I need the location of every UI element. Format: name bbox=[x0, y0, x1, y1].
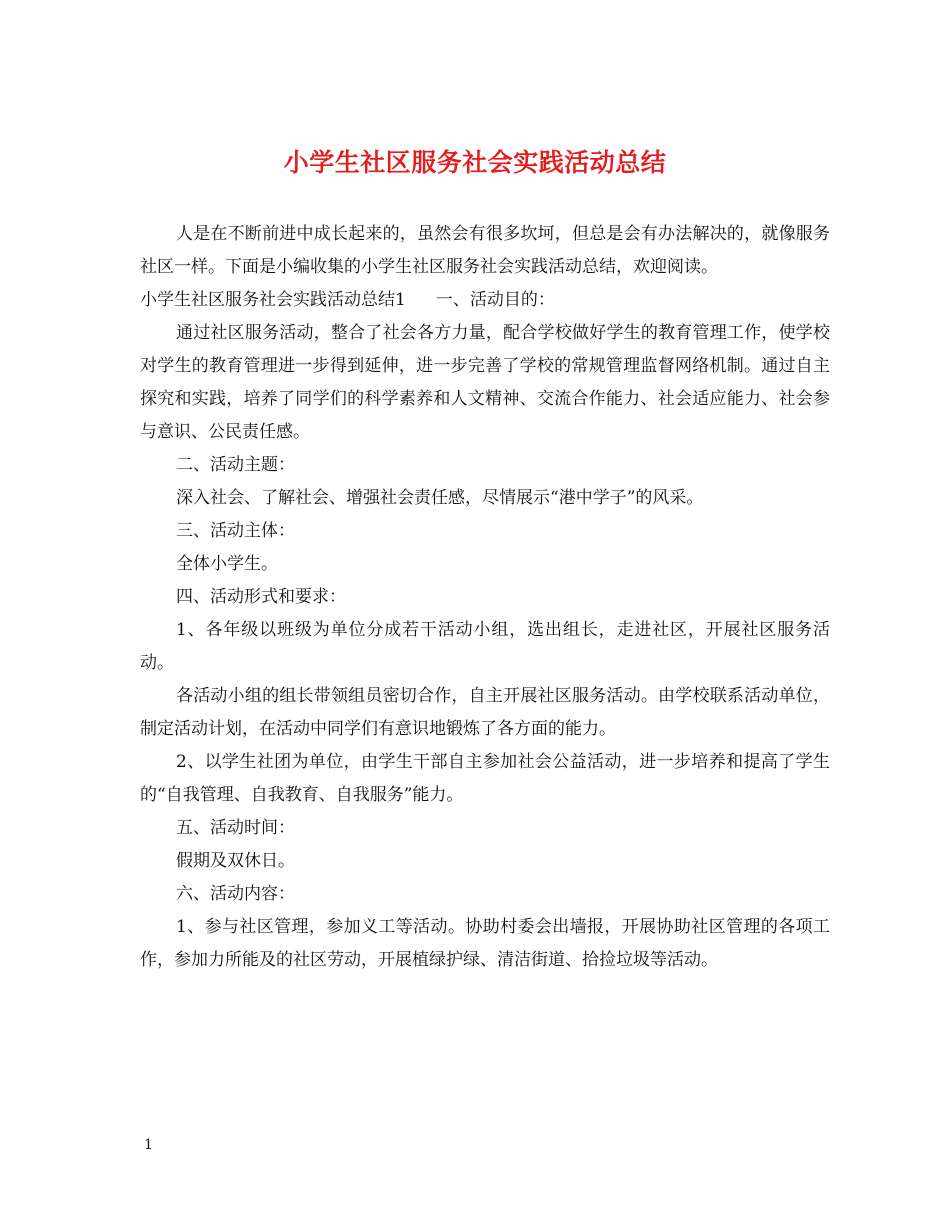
heading-objectives: 一、活动目的： bbox=[435, 290, 555, 310]
document-title: 小学生社区服务社会实践活动总结 bbox=[283, 148, 667, 177]
format-paragraph-1: 1、各年级以班级为单位分成若干活动小组，选出组长，走进社区，开展社区服务活动。 bbox=[140, 620, 830, 673]
objectives-paragraph: 通过社区服务活动，整合了社会各方力量，配合学校做好学生的教育管理工作，使学校对学生的教育管理进一步得到延伸，进一步完善了学校的常规管理监督网络机制。通过自主探究和实践，培养了同学们的科学素养和人文精神、交流合作能力、社会适应能力、社会参与意识、公民责任感。 bbox=[140, 323, 830, 442]
heading-participants: 三、活动主体： bbox=[176, 521, 295, 541]
intro-paragraph: 人是在不断前进中成长起来的，虽然会有很多坎坷，但总是会有办法解决的，就像服务社区一样。下面是小编收集的小学生社区服务社会实践活动总结，欢迎阅读。 bbox=[140, 224, 830, 277]
format-paragraph-2: 各活动小组的组长带领组员密切合作，自主开展社区服务活动。由学校联系活动单位，制定活动计划，在活动中同学们有意识地锻炼了各方面的能力。 bbox=[140, 686, 830, 739]
heading-format: 四、活动形式和要求： bbox=[176, 587, 346, 607]
section-label: 小学生社区服务社会实践活动总结1 bbox=[140, 290, 406, 310]
heading-time: 五、活动时间： bbox=[176, 818, 295, 838]
document-body bbox=[140, 218, 830, 977]
theme-paragraph: 深入社会、了解社会、增强社会责任感，尽情展示“港中学子”的风采。 bbox=[176, 488, 704, 508]
section-heading-line bbox=[140, 284, 830, 317]
format-paragraph-3: 2、以学生社团为单位，由学生干部自主参加社会公益活动，进一步培养和提高了学生的“自我管理、自我教育、自我服务”能力。 bbox=[140, 752, 830, 805]
page-number: 1 bbox=[144, 1137, 153, 1153]
content-paragraph: 1、参与社区管理，参加义工等活动。协助村委会出墙报，开展协助社区管理的各项工作，参加力所能及的社区劳动，开展植绿护绿、清洁街道、拾捡垃圾等活动。 bbox=[140, 917, 830, 970]
heading-theme: 二、活动主题： bbox=[176, 455, 295, 475]
time-paragraph: 假期及双休日。 bbox=[176, 851, 295, 871]
participants-paragraph: 全体小学生。 bbox=[176, 554, 278, 574]
heading-content: 六、活动内容： bbox=[176, 884, 295, 904]
